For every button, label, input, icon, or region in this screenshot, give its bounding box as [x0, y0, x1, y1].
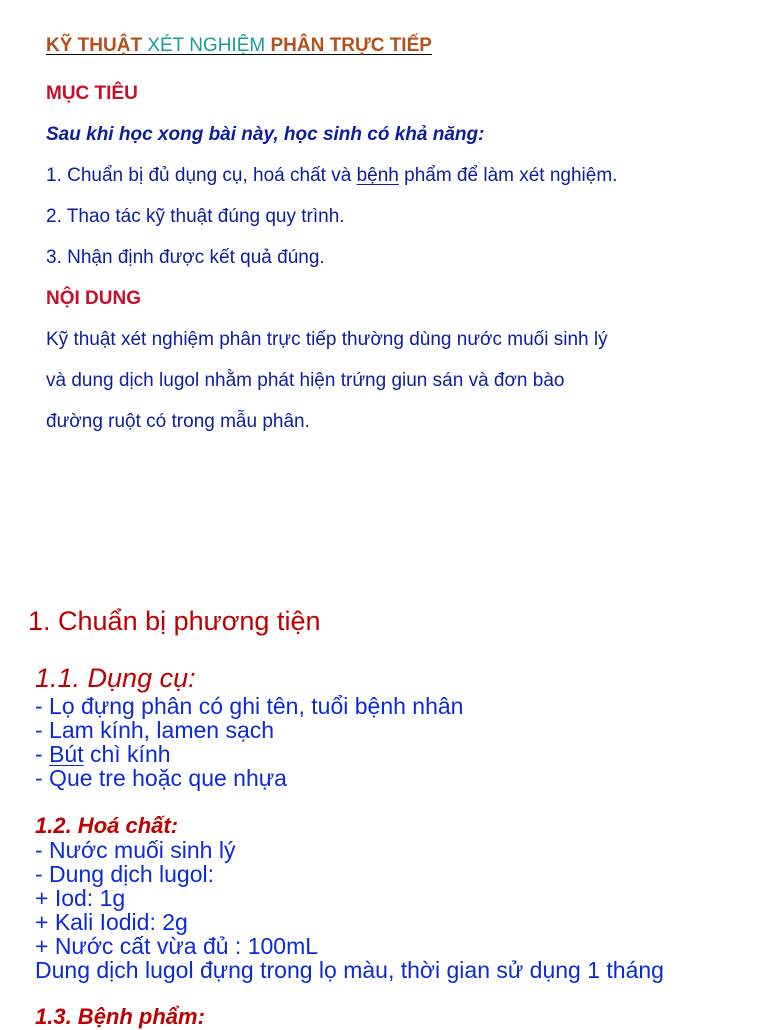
tools-item-3-rest: chì kính [83, 741, 171, 767]
objective-item-2: 2. Thao tác kỹ thuật đúng quy trình. [46, 206, 345, 227]
tools-heading: 1.1. Dụng cụ: [35, 663, 196, 693]
document-title [46, 35, 432, 57]
objective-item-3: 3. Nhận định được kết quả đúng. [46, 247, 325, 268]
title-part-2: XÉT NGHIỆM [147, 35, 271, 56]
specimen-heading: 1.3. Bệnh phẩm: [35, 1004, 205, 1029]
objectives-intro: Sau khi học xong bài này, học sinh có khả năng: [46, 124, 485, 145]
chemicals-item-2: - Dung dịch lugol: [35, 861, 214, 887]
objective-item-1 [46, 165, 617, 187]
tools-item-3 [35, 742, 171, 766]
objective-item-1-post: phẩm để làm xét nghiệm. [398, 165, 618, 186]
tools-item-3-prefix: - [35, 741, 50, 767]
chemicals-item-3: + Iod: 1g [35, 885, 126, 911]
title-part-3: PHÂN TRỰC TIẾP [270, 35, 432, 56]
title-part-1: KỸ THUẬT [46, 35, 148, 56]
content-line-1: Kỹ thuật xét nghiệm phân trực tiếp thường dùng nước muối sinh lý [46, 329, 608, 350]
chemicals-item-5: + Nước cất vừa đủ : 100mL [35, 933, 319, 959]
objective-item-1-link: bệnh [356, 165, 399, 186]
tools-item-1: - Lọ đựng phân có ghi tên, tuổi bệnh nhân [35, 693, 464, 719]
section-1-title: 1. Chuẩn bị phương tiện [28, 606, 321, 636]
chemicals-item-4: + Kali Iodid: 2g [35, 909, 188, 935]
tools-item-2: - Lam kính, lamen sạch [35, 717, 275, 743]
content-heading: NỘI DUNG [46, 288, 141, 309]
tools-item-3-underlined: Bút [49, 741, 84, 767]
objective-item-1-pre: 1. Chuẩn bị đủ dụng cụ, hoá chất và [46, 165, 357, 186]
chemicals-item-1: - Nước muối sinh lý [35, 837, 236, 863]
objectives-heading: MỤC TIÊU [46, 83, 138, 104]
tools-item-4: - Que tre hoặc que nhựa [35, 765, 287, 791]
chemicals-item-6: Dung dịch lugol đựng trong lọ màu, thời gian sử dụng 1 tháng [35, 957, 664, 983]
content-line-3: đường ruột có trong mẫu phân. [46, 411, 310, 432]
content-line-2: và dung dịch lugol nhằm phát hiện trứng giun sán và đơn bào [46, 370, 565, 391]
chemicals-heading: 1.2. Hoá chất: [35, 813, 179, 838]
